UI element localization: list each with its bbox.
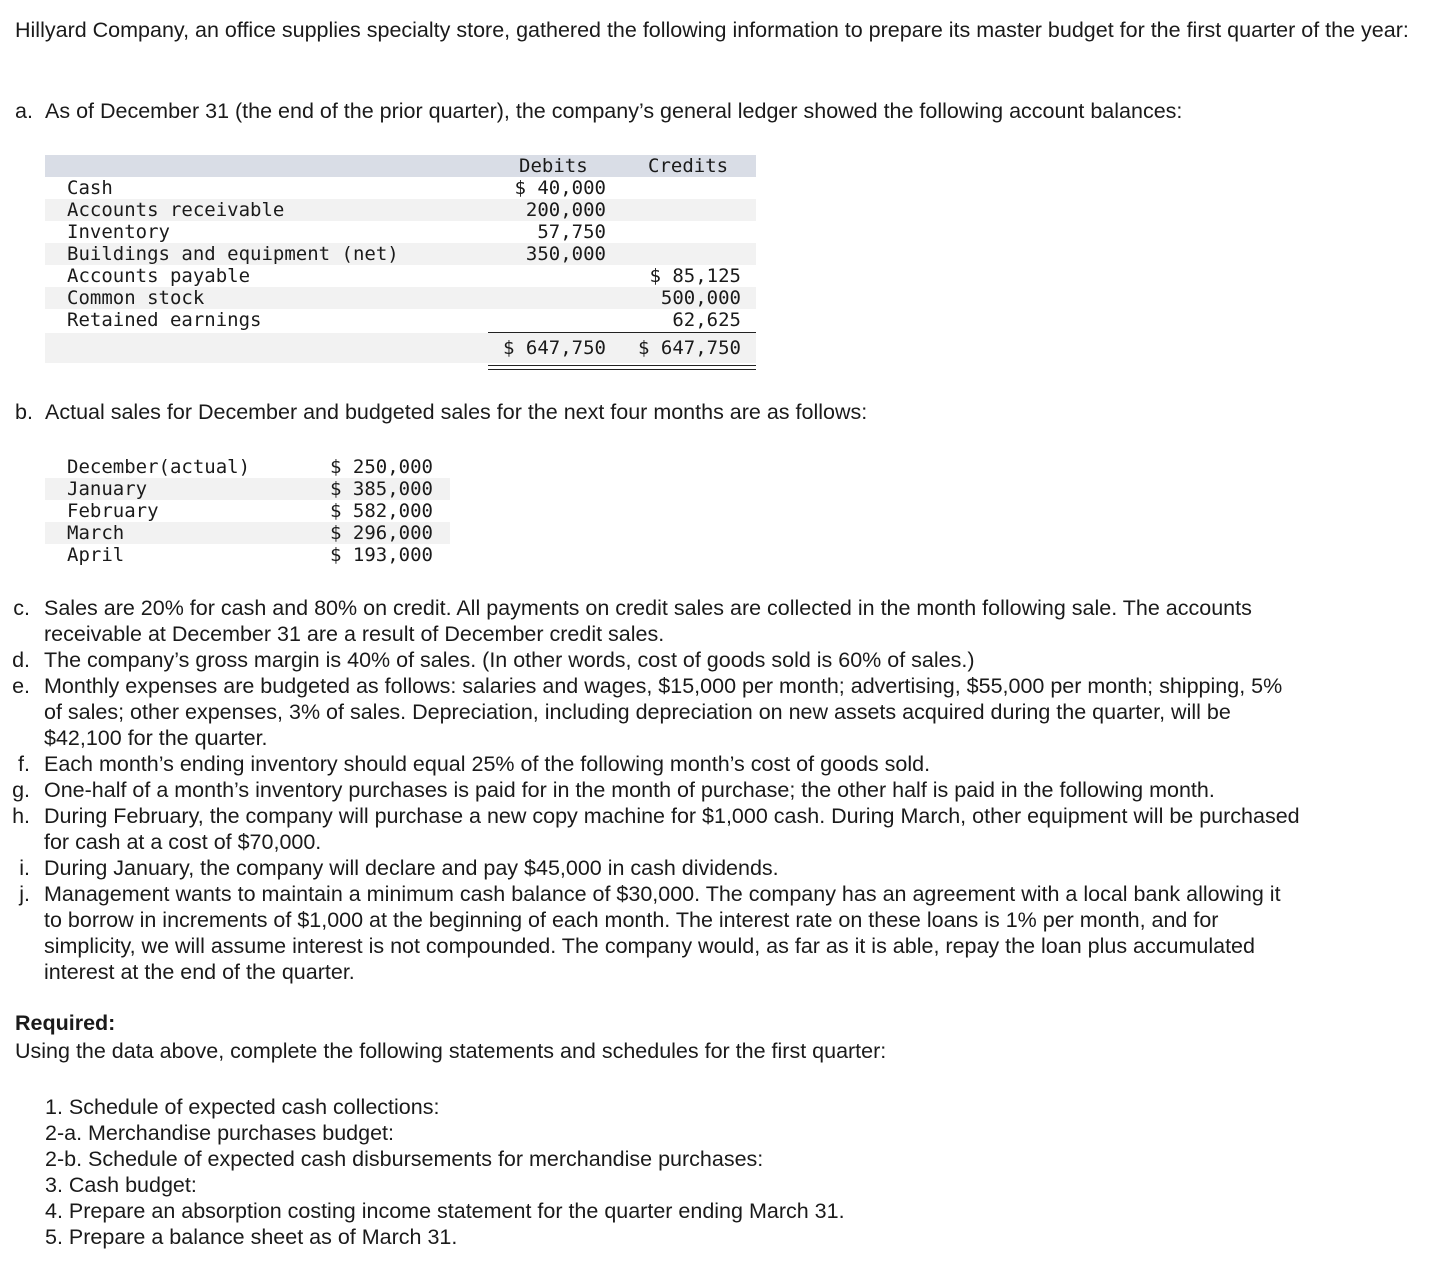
- sales-month: December(actual): [67, 456, 251, 478]
- item-label: d.: [12, 648, 30, 672]
- item-line: to borrow in increments of $1,000 at the beginning of each month. The interest rate on these loans is 1% per month, and for: [44, 908, 1219, 932]
- item-line: Monthly expenses are budgeted as follows: salaries and wages, $15,000 per month; advertising, $55,000 per month; shipping, 5%: [44, 674, 1283, 698]
- intro-paragraph: Hillyard Company, an office supplies specialty store, gathered the following information to prepare its master budget for the first quarter of the year:: [15, 18, 1409, 42]
- sales-row: [45, 500, 450, 522]
- credits-header: Credits: [648, 155, 729, 177]
- total-credit: $ 647,750: [638, 337, 741, 359]
- item-text: [44, 673, 1429, 751]
- item-line: Management wants to maintain a minimum cash balance of $30,000. The company has an agreement with a local bank allowing it: [44, 882, 1281, 906]
- item-line: During January, the company will declare and pay $45,000 in cash dividends.: [44, 856, 779, 880]
- item-text: [44, 803, 1429, 855]
- credit-value: 500,000: [660, 287, 741, 309]
- account-name: Buildings and equipment (net): [67, 243, 399, 265]
- required-text: Using the data above, complete the following statements and schedules for the first quarter:: [15, 1039, 887, 1063]
- sales-value: $ 385,000: [330, 478, 433, 500]
- task-item: 5. Prepare a balance sheet as of March 31.: [45, 1225, 458, 1249]
- task-item: 2-a. Merchandise purchases budget:: [45, 1121, 394, 1145]
- required-task-list: [45, 1094, 845, 1250]
- item-a-text: As of December 31 (the end of the prior quarter), the company’s general ledger showed the following account balances:: [45, 99, 1183, 123]
- item-label: h.: [12, 804, 30, 828]
- sales-table: [45, 456, 450, 566]
- task-item: 4. Prepare an absorption costing income statement for the quarter ending March 31.: [45, 1199, 845, 1223]
- sales-month: February: [67, 500, 159, 522]
- item-label: c.: [13, 596, 30, 620]
- ledger-header: [45, 155, 756, 177]
- item-b-label: b.: [15, 400, 33, 424]
- sales-value: $ 296,000: [330, 522, 433, 544]
- item-text: [44, 595, 1429, 647]
- item-label: i.: [19, 856, 30, 880]
- item-label: f.: [18, 752, 30, 776]
- item-line: The company’s gross margin is 40% of sales. (In other words, cost of goods sold is 60% of sales.): [44, 648, 975, 672]
- sales-row: [45, 478, 450, 500]
- sales-row: [45, 522, 450, 544]
- ledger-total-row: [45, 333, 756, 363]
- task-item: 1. Schedule of expected cash collections:: [45, 1095, 440, 1119]
- item-label: g.: [12, 778, 30, 802]
- sales-value: $ 250,000: [330, 456, 433, 478]
- total-debit: $ 647,750: [503, 337, 606, 359]
- account-name: Accounts payable: [67, 265, 251, 287]
- ledger-table: [45, 155, 756, 363]
- debit-value: 350,000: [525, 243, 606, 265]
- item-text: [44, 855, 1429, 881]
- sales-value: $ 582,000: [330, 500, 433, 522]
- item-text: [44, 777, 1429, 803]
- item-line: interest at the end of the quarter.: [44, 960, 355, 984]
- account-name: Common stock: [67, 287, 205, 309]
- sales-month: April: [67, 544, 125, 566]
- ledger-row: [45, 177, 756, 199]
- item-label: e.: [12, 674, 30, 698]
- ledger-row: [45, 309, 756, 331]
- sales-row: [45, 456, 450, 478]
- account-name: Accounts receivable: [67, 199, 285, 221]
- ledger-row: [45, 287, 756, 309]
- double-rule-bottom: [488, 369, 756, 370]
- item-line: simplicity, we will assume interest is not compounded. The company would, as far as it is able, repay the loan plus accumulated: [44, 934, 1255, 958]
- item-label: j.: [19, 882, 30, 906]
- double-rule-top: [488, 365, 756, 366]
- sales-row: [45, 544, 450, 566]
- required-heading-text: Required:: [15, 1011, 116, 1035]
- account-name: Cash: [67, 177, 113, 199]
- debit-value: 200,000: [525, 199, 606, 221]
- required-heading: [15, 1010, 115, 1036]
- ledger-row: [45, 243, 756, 265]
- task-item: 2-b. Schedule of expected cash disbursements for merchandise purchases:: [45, 1147, 764, 1171]
- item-text: [44, 751, 1429, 777]
- account-name: Retained earnings: [67, 309, 262, 331]
- credit-value: 62,625: [672, 309, 741, 331]
- sales-value: $ 193,000: [330, 544, 433, 566]
- item-line: During February, the company will purchase a new copy machine for $1,000 cash. During March, other equipment will be purchased: [44, 804, 1300, 828]
- debits-header: Debits: [519, 155, 588, 177]
- item-line: Sales are 20% for cash and 80% on credit. All payments on credit sales are collected in the month following sale. The accounts: [44, 596, 1252, 620]
- credit-value: $ 85,125: [649, 265, 741, 287]
- ledger-row: [45, 199, 756, 221]
- debit-value: $ 40,000: [514, 177, 606, 199]
- sales-month: January: [67, 478, 148, 500]
- task-item: 3. Cash budget:: [45, 1173, 197, 1197]
- item-line: One-half of a month’s inventory purchases is paid for in the month of purchase; the other half is paid in the following month.: [44, 778, 1215, 802]
- item-line: Each month’s ending inventory should equal 25% of the following month’s cost of goods sold.: [44, 752, 931, 776]
- sales-month: March: [67, 522, 125, 544]
- item-line: of sales; other expenses, 3% of sales. Depreciation, including depreciation on new assets acquired during the quarter, will be: [44, 700, 1231, 724]
- item-line: $42,100 for the quarter.: [44, 726, 268, 750]
- account-name: Inventory: [67, 221, 170, 243]
- item-a-label: a.: [15, 99, 33, 123]
- item-text: [44, 881, 1429, 985]
- item-text: [44, 647, 1429, 673]
- debit-value: 57,750: [537, 221, 606, 243]
- item-line: for cash at a cost of $70,000.: [44, 830, 322, 854]
- item-line: receivable at December 31 are a result of December credit sales.: [44, 622, 665, 646]
- item-b-text: Actual sales for December and budgeted sales for the next four months are as follows:: [45, 400, 868, 424]
- ledger-row: [45, 221, 756, 243]
- ledger-row: [45, 265, 756, 287]
